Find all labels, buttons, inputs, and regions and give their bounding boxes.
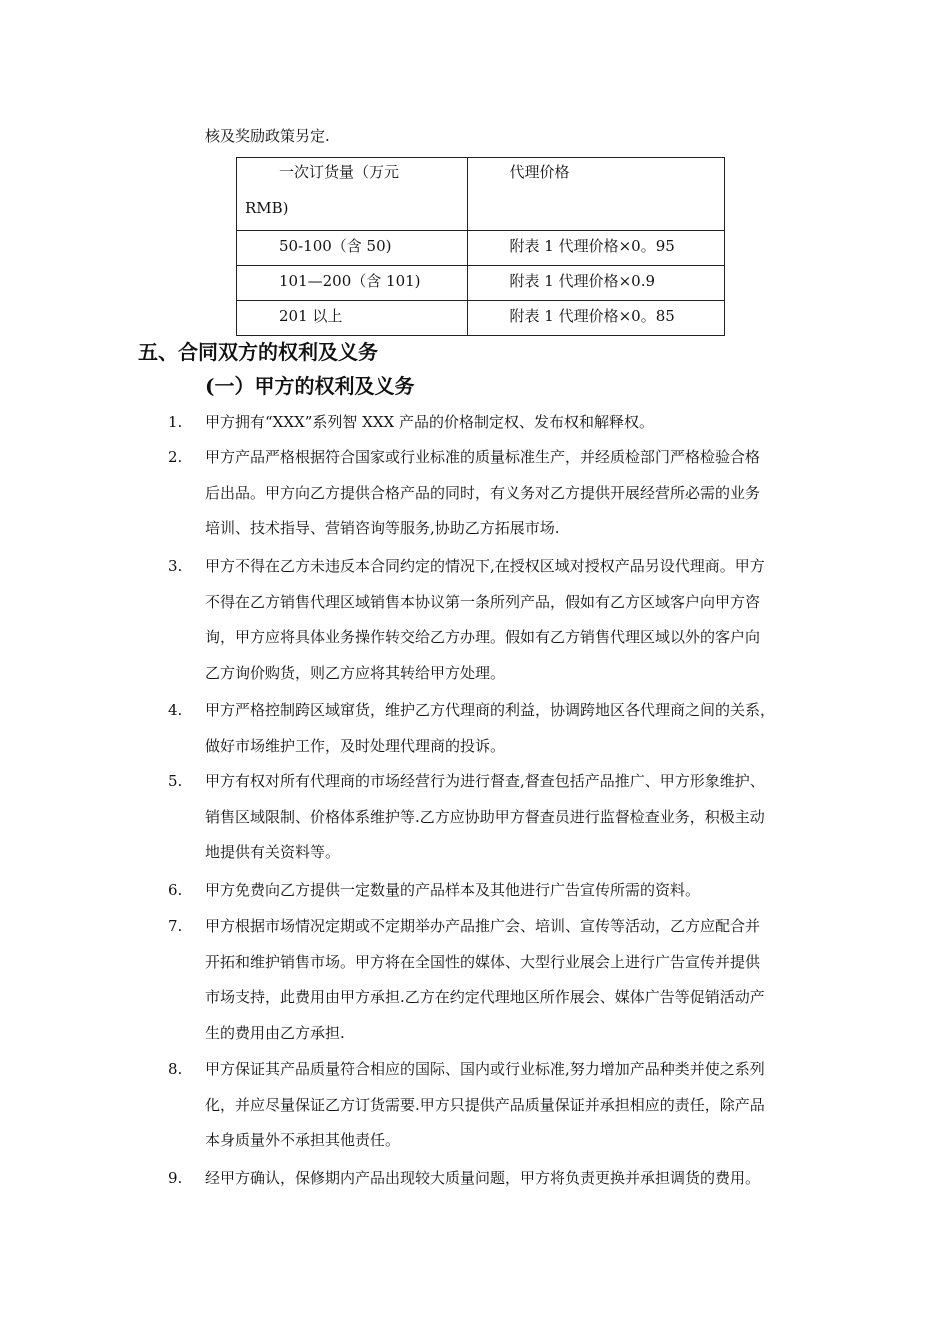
list-item-number: 6. [168, 881, 183, 899]
list-item-line: 销售区域限制、价格体系维护等.乙方应协助甲方督查员进行监督检查业务，积极主动 [205, 807, 765, 826]
list-item-number: 3. [168, 557, 183, 575]
list-item-line: 甲方产品严格根据符合国家或行业标准的质量标准生产，并经质检部门严格检验合格 [205, 448, 761, 466]
list-item-line: 甲方拥有“XXX”系列智 XXX 产品的价格制定权、发布权和解释权。 [205, 413, 654, 431]
header-cell-price [467, 158, 724, 231]
price-table [236, 157, 725, 336]
price-cell [467, 301, 724, 336]
table-row [237, 301, 725, 336]
list-item-line: 生的费用由乙方承担. [205, 1023, 345, 1042]
list-item-line: 甲方有权对所有代理商的市场经营行为进行督查,督查包括产品推广、甲方形象维护、 [205, 772, 765, 790]
list-item-line: 甲方根据市场情况定期或不定期举办产品推广会、培训、宣传等活动，乙方应配合并 [205, 917, 761, 935]
list-item-line: 不得在乙方销售代理区域销售本协议第一条所列产品，假如有乙方区域客户向甲方咨 [205, 592, 761, 611]
price-cell [467, 266, 724, 301]
list-item-line: 化，并应尽量保证乙方订货需要.甲方只提供产品质量保证并承担相应的责任，除产品 [205, 1095, 765, 1114]
price-cell [467, 231, 724, 266]
list-item-line: 本身质量外不承担其他责任。 [205, 1131, 401, 1149]
quantity-cell [237, 301, 468, 336]
header-cell-quantity [237, 158, 468, 231]
list-item-line: 甲方严格控制跨区域窜货，维护乙方代理商的利益，协调跨地区各代理商之间的关系， [205, 701, 776, 719]
list-item-line: 询，甲方应将具体业务操作转交给乙方办理。假如有乙方销售代理区域以外的客户向 [205, 628, 761, 646]
list-item-number: 2. [168, 448, 183, 466]
subsection-title: (一）甲方的权利及义务 [205, 374, 415, 398]
quantity-value: 201 以上 [279, 307, 343, 325]
list-item-number: 1. [168, 413, 183, 431]
list-item-line: 甲方不得在乙方未违反本合同约定的情况下,在授权区域对授权产品另设代理商。甲方 [205, 557, 765, 575]
list-item-line: 开拓和维护销售市场。甲方将在全国性的媒体、大型行业展会上进行广告宣传并提供 [205, 952, 761, 971]
section-title: 五、合同双方的权利及义务 [138, 340, 378, 364]
quantity-value: 101—200（含 101) [279, 272, 421, 290]
list-item-line: 乙方询价购货，则乙方应将其转给甲方处理。 [205, 663, 506, 682]
list-item-number: 4. [168, 701, 183, 719]
list-item-line: 做好市场维护工作，及时处理代理商的投诉。 [205, 736, 506, 755]
list-item-line: 地提供有关资料等。 [205, 843, 341, 861]
quantity-cell [237, 231, 468, 266]
list-item-line: 经甲方确认，保修期内产品出现较大质量问题，甲方将负责更换并承担调货的费用。 [205, 1169, 761, 1187]
header-quantity-line1: 一次订货量（万元 [279, 163, 400, 181]
table-header-row [237, 158, 725, 231]
list-item-number: 5. [168, 772, 183, 790]
list-item-line: 甲方保证其产品质量符合相应的国际、国内或行业标准,努力增加产品种类并使之系列 [205, 1060, 765, 1078]
table-row [237, 266, 725, 301]
intro-text: 核及奖励政策另定. [205, 127, 330, 145]
quantity-cell [237, 266, 468, 301]
list-item-line: 后出品。甲方向乙方提供合格产品的同时，有义务对乙方提供开展经营所必需的业务 [205, 483, 761, 502]
list-item-number: 8. [168, 1060, 183, 1078]
list-item-number: 7. [168, 917, 183, 935]
table-row [237, 231, 725, 266]
list-item-line: 甲方免费向乙方提供一定数量的产品样本及其他进行广告宣传所需的资料。 [205, 881, 701, 899]
price-value: 附表 1 代理价格×0。85 [509, 307, 675, 325]
list-item-number: 9. [168, 1169, 183, 1187]
quantity-value: 50-100（含 50) [279, 237, 392, 255]
header-price-label: 代理价格 [509, 163, 570, 181]
price-value: 附表 1 代理价格×0.9 [509, 272, 656, 290]
list-item-line: 市场支持，此费用由甲方承担.乙方在约定代理地区所作展会、媒体广告等促销活动产 [205, 988, 765, 1006]
list-item-line: 培训、技术指导、营销咨询等服务,协助乙方拓展市场. [205, 519, 560, 537]
header-quantity-line2: RMB) [245, 199, 289, 217]
price-value: 附表 1 代理价格×0。95 [509, 237, 675, 255]
